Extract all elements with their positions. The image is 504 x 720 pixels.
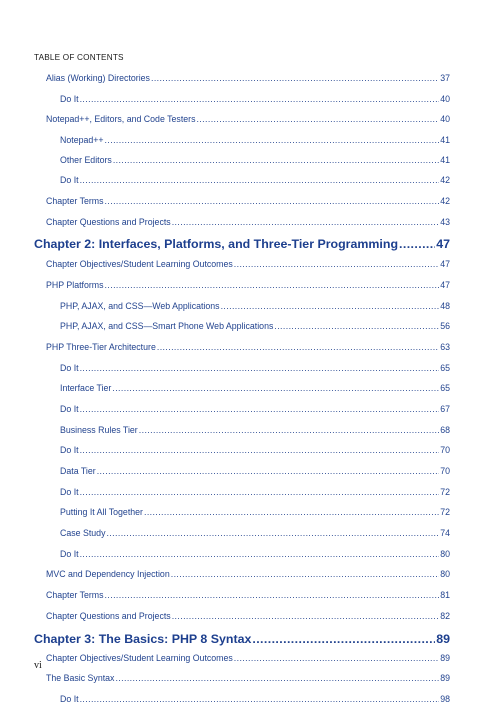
- toc-entry[interactable]: [34, 528, 450, 538]
- dot-leader: [399, 237, 435, 251]
- dot-leader: [80, 694, 440, 704]
- toc-entry-title: PHP, AJAX, and CSS—Web Applications: [60, 301, 220, 311]
- toc-entry[interactable]: [34, 155, 450, 165]
- toc-entry[interactable]: [34, 611, 450, 621]
- dot-leader: [97, 466, 440, 476]
- dot-leader: [172, 217, 440, 227]
- toc-entry[interactable]: [34, 466, 450, 476]
- toc-entry[interactable]: [34, 321, 450, 331]
- toc-entry-title: Putting It All Together: [60, 507, 143, 517]
- toc-entry-page: 98: [440, 694, 450, 704]
- toc-entry-page: 82: [440, 611, 450, 621]
- toc-entry-page: 48: [440, 301, 450, 311]
- running-head: TABLE OF CONTENTS: [34, 53, 124, 62]
- toc-entry-page: 70: [440, 466, 450, 476]
- toc-entry-page: 56: [440, 321, 450, 331]
- toc-entry[interactable]: [34, 342, 450, 352]
- toc-entry-page: 70: [440, 445, 450, 455]
- dot-leader: [105, 135, 440, 145]
- toc-entry-title: Alias (Working) Directories: [46, 73, 150, 83]
- dot-leader: [151, 73, 439, 83]
- dot-leader: [139, 425, 439, 435]
- toc-entry-title: Notepad++, Editors, and Code Testers: [46, 114, 196, 124]
- toc-entry-page: 41: [440, 135, 450, 145]
- toc-entry-page: 80: [440, 549, 450, 559]
- toc-entry[interactable]: [34, 135, 450, 145]
- toc-entry-page: 63: [440, 342, 450, 352]
- toc-entry[interactable]: [34, 569, 450, 579]
- toc-entry-title: Do It: [60, 694, 79, 704]
- dot-leader: [234, 653, 439, 663]
- dot-leader: [252, 632, 435, 646]
- toc-entry-title: PHP Platforms: [46, 280, 104, 290]
- toc-entry-page: 41: [440, 155, 450, 165]
- toc-entry-title: Data Tier: [60, 466, 96, 476]
- toc-entry-title: Chapter Objectives/Student Learning Outcomes: [46, 653, 233, 663]
- toc-entry[interactable]: [34, 653, 450, 663]
- toc-entry[interactable]: [34, 404, 450, 414]
- toc-entry-page: 65: [440, 383, 450, 393]
- dot-leader: [80, 175, 440, 185]
- toc-entry-title: Do It: [60, 404, 79, 414]
- toc-entry-title: Notepad++: [60, 135, 104, 145]
- toc-entry-page: 47: [440, 280, 450, 290]
- dot-leader: [105, 196, 440, 206]
- toc-entry-page: 67: [440, 404, 450, 414]
- toc-entry[interactable]: [34, 175, 450, 185]
- toc-entry-title: Chapter Objectives/Student Learning Outcomes: [46, 259, 233, 269]
- toc-entry[interactable]: [34, 363, 450, 373]
- toc-entry-title: PHP Three-Tier Architecture: [46, 342, 156, 352]
- dot-leader: [80, 549, 440, 559]
- toc-entry-page: 89: [440, 653, 450, 663]
- toc-entry-page: 68: [440, 425, 450, 435]
- toc-entry-title: Do It: [60, 175, 79, 185]
- toc-entry[interactable]: [34, 590, 450, 600]
- toc-entry[interactable]: [34, 94, 450, 104]
- dot-leader: [115, 673, 439, 683]
- toc-entry[interactable]: [34, 673, 450, 683]
- toc-entry[interactable]: [34, 549, 450, 559]
- toc-chapter-entry[interactable]: [34, 632, 450, 646]
- toc-entry[interactable]: [34, 280, 450, 290]
- toc-entry-page: 47: [436, 237, 450, 251]
- toc-entry-page: 43: [440, 217, 450, 227]
- toc-entry-page: 40: [440, 94, 450, 104]
- toc-entry-page: 89: [436, 632, 450, 646]
- toc-entry-page: 81: [440, 590, 450, 600]
- toc-entry-page: 74: [440, 528, 450, 538]
- toc-entry[interactable]: [34, 383, 450, 393]
- toc-entry-title: Chapter Questions and Projects: [46, 217, 171, 227]
- toc-entry-page: 89: [440, 673, 450, 683]
- toc-entry-title: PHP, AJAX, and CSS—Smart Phone Web Applications: [60, 321, 274, 331]
- dot-leader: [80, 94, 440, 104]
- dot-leader: [221, 301, 440, 311]
- dot-leader: [112, 383, 439, 393]
- toc-entry[interactable]: [34, 445, 450, 455]
- toc-entry-page: 80: [440, 569, 450, 579]
- toc-entry-title: Other Editors: [60, 155, 112, 165]
- toc-entry-page: 47: [440, 259, 450, 269]
- toc-entry-page: 65: [440, 363, 450, 373]
- toc-entry[interactable]: [34, 487, 450, 497]
- dot-leader: [80, 363, 440, 373]
- toc-chapter-entry[interactable]: [34, 237, 450, 251]
- dot-leader: [234, 259, 439, 269]
- toc-entry-page: 72: [440, 487, 450, 497]
- toc-entry-title: Chapter Terms: [46, 590, 104, 600]
- toc-entry[interactable]: [34, 694, 450, 704]
- toc-entry[interactable]: [34, 301, 450, 311]
- toc-entry-title: Chapter Terms: [46, 196, 104, 206]
- dot-leader: [80, 404, 440, 414]
- toc-entry[interactable]: [34, 114, 450, 124]
- dot-leader: [80, 445, 440, 455]
- dot-leader: [274, 321, 439, 331]
- toc-entry-title: Case Study: [60, 528, 106, 538]
- dot-leader: [113, 155, 439, 165]
- toc-entry-title: Chapter Questions and Projects: [46, 611, 171, 621]
- dot-leader: [105, 590, 440, 600]
- dot-leader: [171, 569, 439, 579]
- toc-entry[interactable]: [34, 73, 450, 83]
- toc-entry-title: Chapter 2: Interfaces, Platforms, and Three-Tier Programming: [34, 237, 399, 251]
- dot-leader: [144, 507, 439, 517]
- toc-entry-title: Interface Tier: [60, 383, 112, 393]
- toc-entry-page: 40: [440, 114, 450, 124]
- toc-entry-page: 37: [440, 73, 450, 83]
- toc-entry-page: 42: [440, 175, 450, 185]
- dot-leader: [106, 528, 439, 538]
- dot-leader: [80, 487, 440, 497]
- toc-entry-title: Do It: [60, 363, 79, 373]
- toc-entry[interactable]: [34, 507, 450, 517]
- toc-entry-page: 42: [440, 196, 450, 206]
- dot-leader: [172, 611, 440, 621]
- toc-entry[interactable]: [34, 259, 450, 269]
- toc-entry-title: Do It: [60, 445, 79, 455]
- dot-leader: [157, 342, 439, 352]
- page-folio: vi: [34, 660, 42, 671]
- toc-entry-title: Do It: [60, 487, 79, 497]
- toc-entry[interactable]: [34, 196, 450, 206]
- toc-entry-title: Do It: [60, 549, 79, 559]
- toc-entry-title: The Basic Syntax: [46, 673, 115, 683]
- toc-entry-title: MVC and Dependency Injection: [46, 569, 170, 579]
- toc-entry-title: Chapter 3: The Basics: PHP 8 Syntax: [34, 632, 252, 646]
- toc-entry[interactable]: [34, 217, 450, 227]
- toc-entry[interactable]: [34, 425, 450, 435]
- toc-entry-title: Do It: [60, 94, 79, 104]
- dot-leader: [105, 280, 440, 290]
- dot-leader: [196, 114, 439, 124]
- toc-entry-page: 72: [440, 507, 450, 517]
- toc-entry-title: Business Rules Tier: [60, 425, 138, 435]
